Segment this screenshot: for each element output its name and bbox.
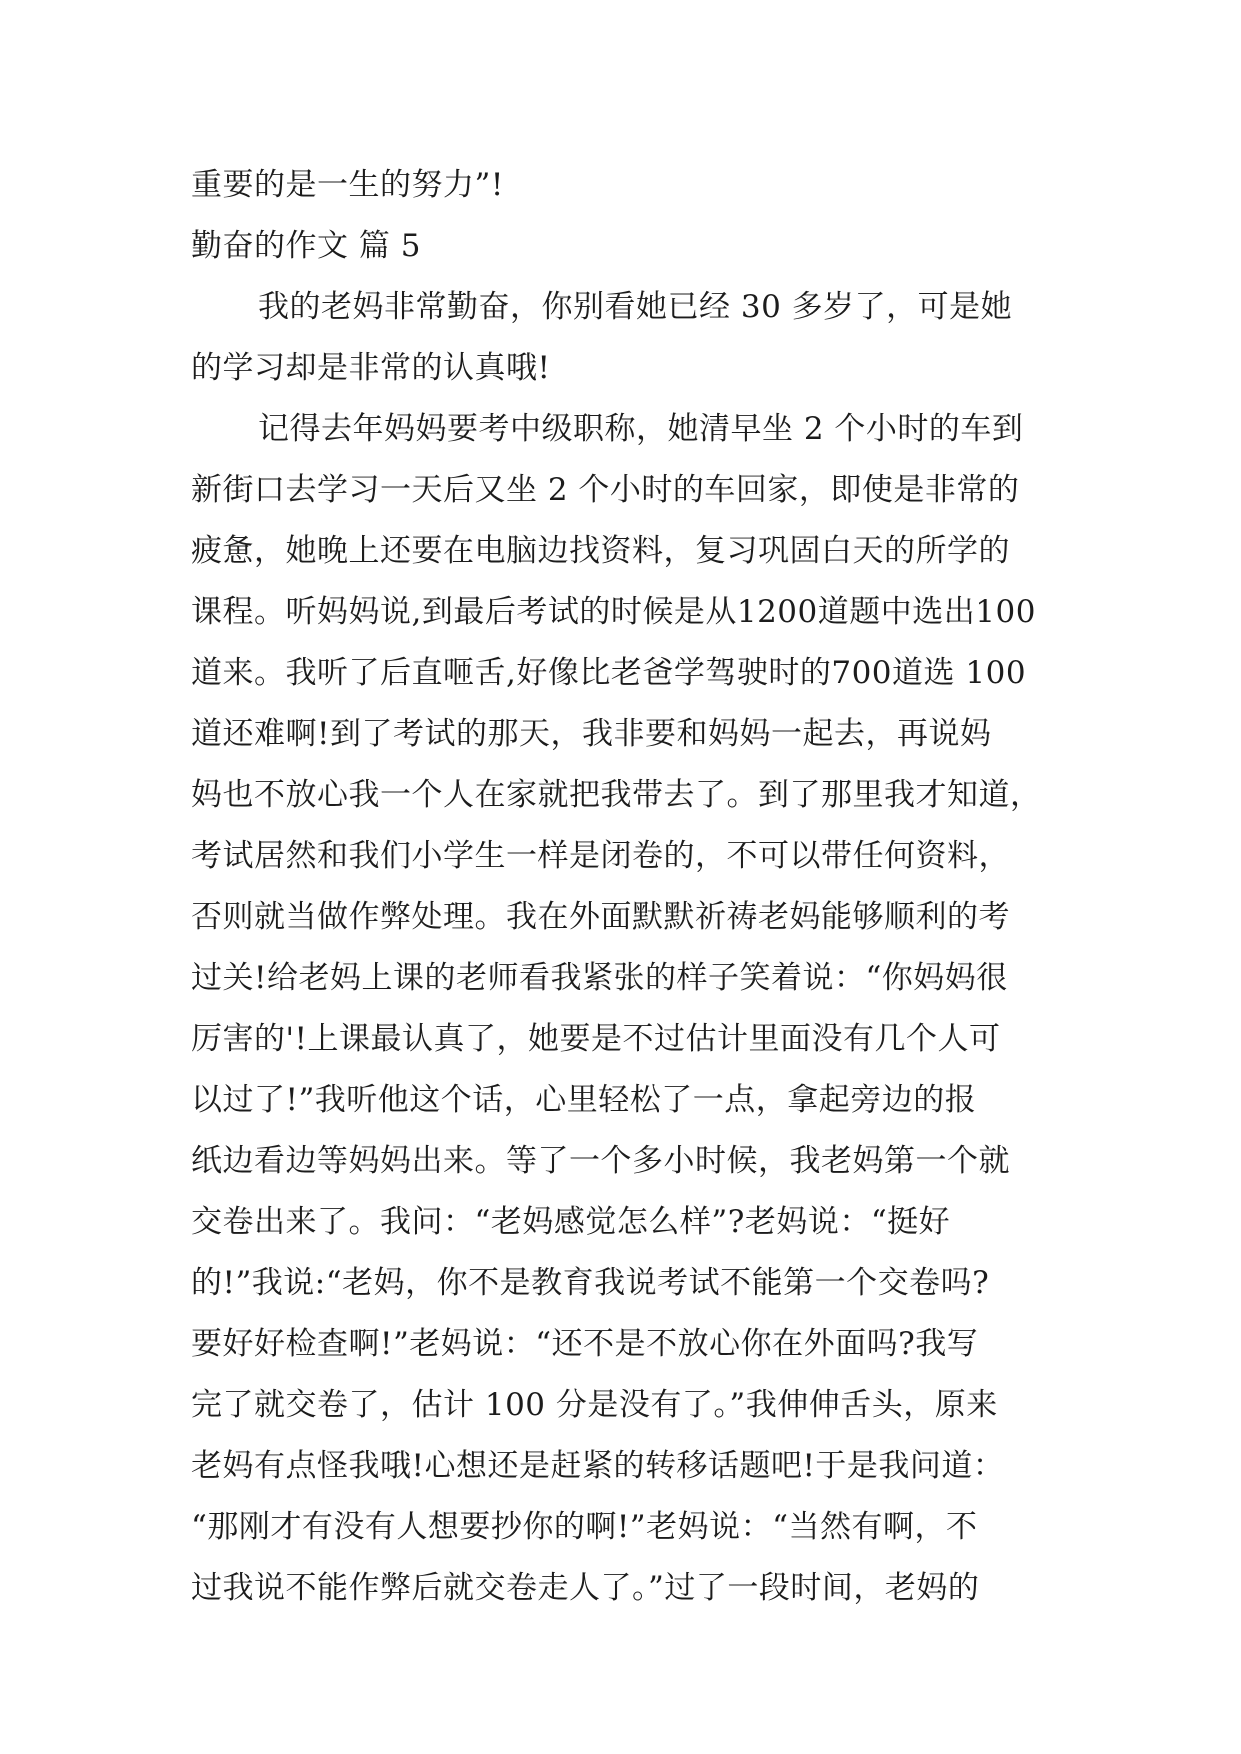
line-text: 道来。我听了后直咂舌,好像比老爸学驾驶时的700道选 100 <box>191 655 1027 691</box>
text-line <box>0 887 1241 947</box>
text-line <box>0 1192 1241 1252</box>
text-line <box>0 460 1241 520</box>
line-text: 以过了!”我听他这个话，心里轻松了一点，拿起旁边的报 <box>191 1082 977 1118</box>
text-line <box>0 521 1241 581</box>
line-text: 课程。听妈妈说,到最后考试的时候是从1200道题中选出100 <box>191 594 1036 630</box>
text-line <box>0 277 1241 337</box>
text-line <box>0 1253 1241 1313</box>
heading-text: 勤奋的作文 篇 5 <box>191 228 421 264</box>
text-line <box>0 399 1241 459</box>
text-line <box>0 1131 1241 1191</box>
text-line <box>0 1375 1241 1435</box>
line-text: 完了就交卷了，估计 100 分是没有了。”我伸伸舌头，原来 <box>191 1387 998 1423</box>
line-text: 重要的是一生的努力”! <box>191 167 504 203</box>
line-text: 要好好检查啊!”老妈说：“还不是不放心你在外面吗?我写 <box>191 1326 979 1362</box>
line-text: 交卷出来了。我问：“老妈感觉怎么样”?老妈说：“挺好 <box>191 1204 951 1240</box>
text-line <box>0 1009 1241 1069</box>
line-text: 厉害的'!上课最认真了，她要是不过估计里面没有几个人可 <box>191 1021 1001 1057</box>
line-text: 新街口去学习一天后又坐 2 个小时的车回家，即使是非常的 <box>191 472 1020 508</box>
text-line <box>0 1070 1241 1130</box>
line-text: 疲惫，她晚上还要在电脑边找资料，复习巩固白天的所学的 <box>191 533 1010 569</box>
line-text: 记得去年妈妈要考中级职称，她清早坐 2 个小时的车到 <box>258 411 1024 447</box>
line-text: 我的老妈非常勤奋，你别看她已经 30 多岁了，可是她 <box>258 289 1013 325</box>
line-text: 考试居然和我们小学生一样是闭卷的，不可以带任何资料， <box>191 838 1010 874</box>
text-line <box>0 643 1241 703</box>
text-line <box>0 582 1241 642</box>
line-text: “那刚才有没有人想要抄你的啊!”老妈说：“当然有啊，不 <box>191 1509 978 1545</box>
text-line <box>0 948 1241 1008</box>
text-line <box>0 826 1241 886</box>
text-line <box>0 1497 1241 1557</box>
line-text: 道还难啊!到了考试的那天，我非要和妈妈一起去，再说妈 <box>191 716 992 752</box>
line-text: 老妈有点怪我哦!心想还是赶紧的转移话题吧!于是我问道： <box>191 1448 1005 1484</box>
line-text: 过我说不能作弊后就交卷走人了。”过了一段时间，老妈的 <box>191 1570 980 1606</box>
text-line <box>0 1314 1241 1374</box>
text-line <box>0 1436 1241 1496</box>
text-line <box>0 1558 1241 1618</box>
line-text: 否则就当做作弊处理。我在外面默默祈祷老妈能够顺利的考 <box>191 899 1010 935</box>
line-text: 纸边看边等妈妈出来。等了一个多小时候，我老妈第一个就 <box>191 1143 1010 1179</box>
line-text: 的!”我说:“老妈，你不是教育我说考试不能第一个交卷吗? <box>191 1265 990 1301</box>
text-line <box>0 704 1241 764</box>
line-text: 妈也不放心我一个人在家就把我带去了。到了那里我才知道， <box>191 777 1042 813</box>
text-line <box>0 155 1241 215</box>
line-text: 的学习却是非常的认真哦! <box>191 350 551 386</box>
text-line <box>0 338 1241 398</box>
text-line <box>0 765 1241 825</box>
section-heading <box>0 216 1241 276</box>
line-text: 过关!给老妈上课的老师看我紧张的样子笑着说：“你妈妈很 <box>191 960 1008 996</box>
